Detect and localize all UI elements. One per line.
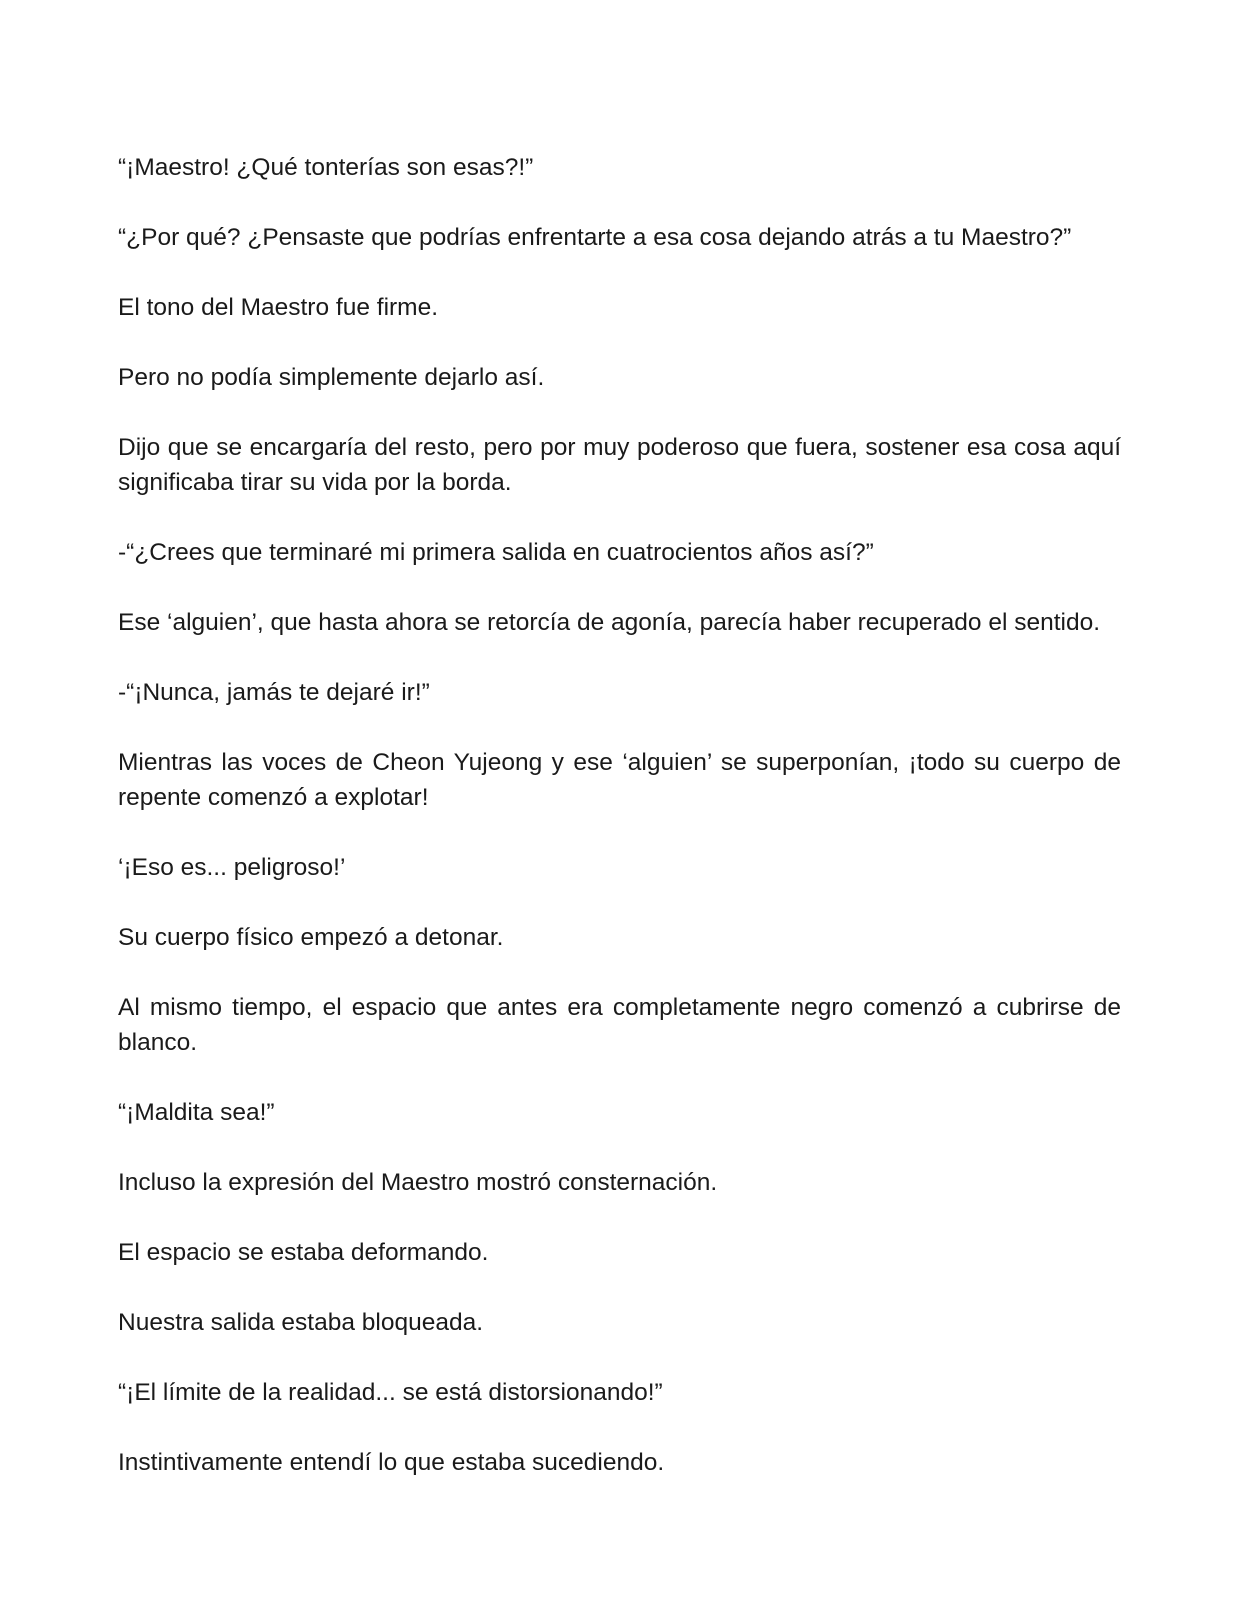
paragraph-15: El espacio se estaba deformando. [118, 1239, 489, 1266]
paragraph-4: Pero no podía simplemente dejarlo así. [118, 364, 545, 391]
paragraph-6: -“¿Crees que terminaré mi primera salida en cuatrocientos años así?” [118, 539, 874, 566]
paragraph-3: El tono del Maestro fue firme. [118, 294, 439, 321]
paragraph-5: Dijo que se encargaría del resto, pero por muy poderoso que fuera, sostener esa cosa aquí significaba tirar su vida por la borda. [118, 434, 1121, 496]
paragraph-13: “¡Maldita sea!” [118, 1099, 275, 1126]
paragraph-9: Mientras las voces de Cheon Yujeong y ese ‘alguien’ se superponían, ¡todo su cuerpo de repente comenzó a explotar! [118, 749, 1121, 811]
paragraph-17: “¡El límite de la realidad... se está distorsionando!” [118, 1379, 663, 1406]
paragraph-1: “¡Maestro! ¿Qué tonterías son esas?!” [118, 154, 534, 181]
paragraph-8: -“¡Nunca, jamás te dejaré ir!” [118, 679, 430, 706]
paragraph-18: Instintivamente entendí lo que estaba sucediendo. [118, 1449, 665, 1476]
paragraph-14: Incluso la expresión del Maestro mostró consternación. [118, 1169, 718, 1196]
paragraph-12: Al mismo tiempo, el espacio que antes era completamente negro comenzó a cubrirse de blanco. [118, 994, 1121, 1056]
paragraph-11: Su cuerpo físico empezó a detonar. [118, 924, 504, 951]
document-body [118, 150, 1121, 1480]
paragraph-10: ‘¡Eso es... peligroso!’ [118, 854, 346, 881]
paragraph-16: Nuestra salida estaba bloqueada. [118, 1309, 484, 1336]
paragraph-2: “¿Por qué? ¿Pensaste que podrías enfrentarte a esa cosa dejando atrás a tu Maestro?” [118, 224, 1072, 251]
paragraph-7: Ese ‘alguien’, que hasta ahora se retorcía de agonía, parecía haber recuperado el sentido. [118, 609, 1101, 636]
